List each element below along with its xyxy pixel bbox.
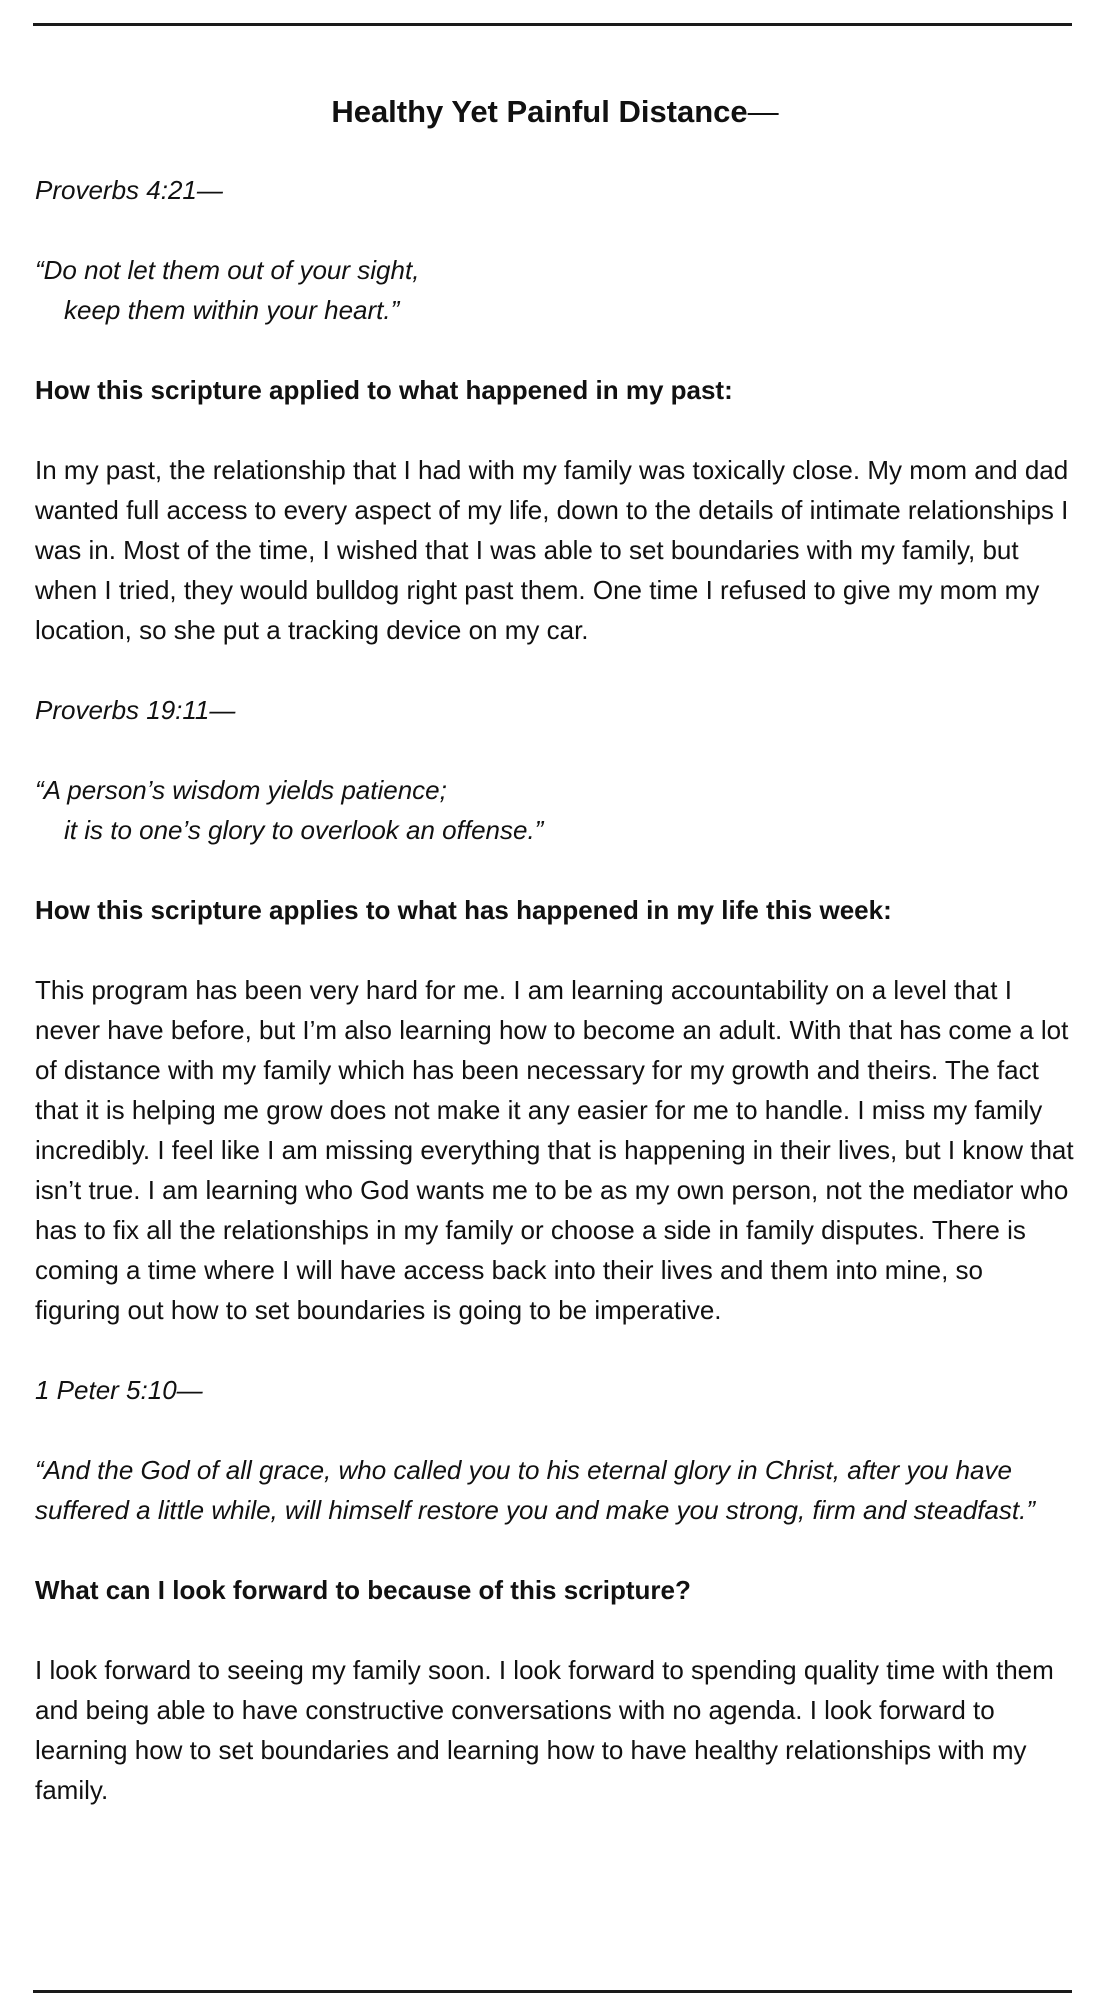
reflection-question: What can I look forward to because of this scripture?	[35, 1575, 691, 1605]
reflection-question: How this scripture applies to what has happened in my life this week:	[35, 895, 892, 925]
verse-line: it is to one’s glory to overlook an offense.”	[64, 815, 544, 845]
scripture-verse	[35, 770, 1075, 850]
scripture-reference: Proverbs 4:21—	[35, 175, 223, 205]
scripture-verse	[35, 1450, 1075, 1530]
verse-line: “Do not let them out of your sight,	[35, 255, 420, 285]
verse-line: “And the God of all grace, who called you to his eternal glory in Christ, after you have suffered a little while, will himself restore you and make you strong, firm and steadfast.”	[35, 1455, 1035, 1525]
scripture-reference: 1 Peter 5:10—	[35, 1375, 203, 1405]
document-body	[35, 60, 1075, 1850]
verse-line: keep them within your heart.”	[64, 295, 400, 325]
scripture-reference: Proverbs 19:11—	[35, 695, 236, 725]
reflection-response: This program has been very hard for me. I am learning accountability on a level that I never have before, but I’m also learning how to become an adult. With that has come a lot of distance with my family which has been necessary for my growth and theirs. The fact that it is helping me grow does not make it any easier for me to handle. I miss my family incredibly. I feel like I am missing everything that is happening in their lives, but I know that isn’t true. I am learning who God wants me to be as my own person, not the mediator who has to fix all the relationships in my family or choose a side in family disputes. There is coming a time where I will have access back into their lives and them into mine, so figuring out how to set boundaries is going to be imperative.	[35, 975, 1074, 1325]
reflection-question: How this scripture applied to what happened in my past:	[35, 375, 733, 405]
page-title-text: Healthy Yet Painful Distance	[331, 94, 748, 129]
verse-line: “A person’s wisdom yields patience;	[35, 775, 447, 805]
top-divider	[33, 23, 1072, 26]
page-title	[35, 90, 1075, 134]
page-title-dash: —	[747, 94, 779, 129]
bottom-divider	[33, 1990, 1072, 1993]
reflection-response: In my past, the relationship that I had with my family was toxically close. My mom and dad wanted full access to every aspect of my life, down to the details of intimate relationships I was in. Most of the time, I wished that I was able to set boundaries with my family, but when I tried, they would bulldog right past them. One time I refused to give my mom my location, so she put a tracking device on my car.	[35, 455, 1069, 645]
reflection-response: I look forward to seeing my family soon. I look forward to spending quality time with them and being able to have constructive conversations with no agenda. I look forward to learning how to set boundaries and learning how to have healthy relationships with my family.	[35, 1655, 1054, 1805]
scripture-verse	[35, 250, 1075, 330]
